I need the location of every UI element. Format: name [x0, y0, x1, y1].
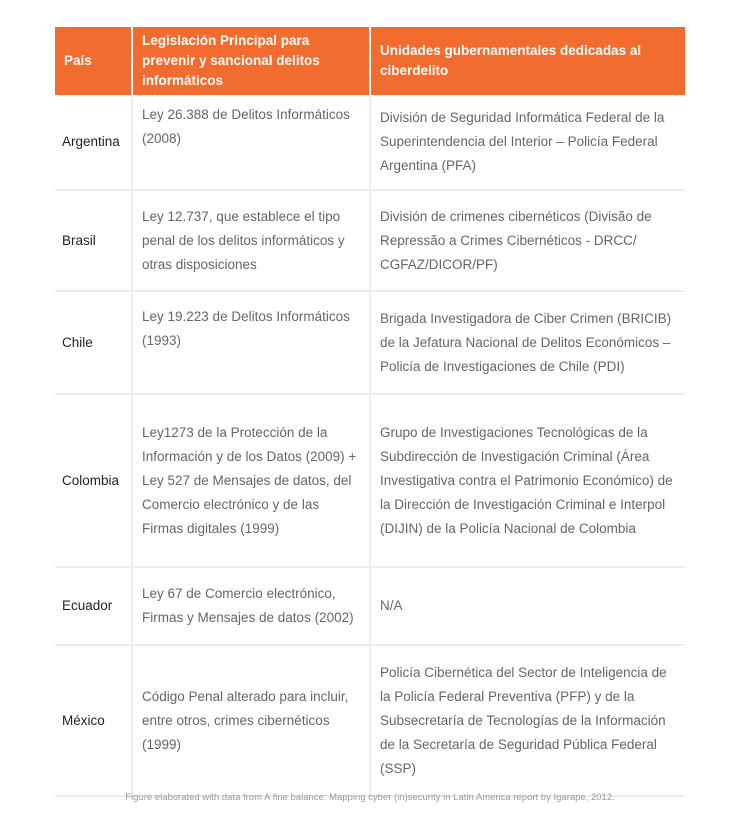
unit-cell: Grupo de Investigaciones Tecnológicas de la Subdirección de Investigación Criminal (Área Investigativa contra el Patrimonio Económico) de la Dirección de Investigación Criminal e Interpol (DIJIN) de la Policía Nacional de Colombia — [370, 394, 685, 567]
table-header — [55, 27, 685, 95]
law-cell: Ley1273 de la Protección de la Información y de los Datos (2009) + Ley 527 de Mensajes de datos, del Comercio electrónico y de las Firmas digitales (1999) — [132, 394, 370, 567]
law-cell: Código Penal alterado para incluir, entre otros, crimes cibernéticos (1999) — [132, 645, 370, 796]
table-row — [55, 291, 685, 394]
unit-cell: N/A — [370, 567, 685, 645]
legislation-table-container — [55, 27, 685, 797]
law-cell: Ley 12.737, que establece el tipo penal de los delitos informáticos y otras disposiciones — [132, 190, 370, 291]
unit-cell: División de Seguridad Informática Federal de la Superintendencia del Interior – Policía Federal Argentina (PFA) — [370, 95, 685, 190]
country-cell: Brasil — [55, 190, 132, 291]
table-row — [55, 567, 685, 645]
law-cell: Ley 67 de Comercio electrónico, Firmas y Mensajes de datos (2002) — [132, 567, 370, 645]
table-row — [55, 394, 685, 567]
law-cell: Ley 26.388 de Delitos Informáticos (2008) — [132, 95, 370, 190]
unit-cell: División de crimenes cibernéticos (Divisão de Repressão a Crimes Cibernéticos - DRCC/ CGFAZ/DICOR/PF) — [370, 190, 685, 291]
figure-caption: Figure elaborated with data from A fine balance: Mapping cyber (in)security in Latin America report by Igarape, 2012. — [125, 792, 615, 803]
table-row — [55, 645, 685, 796]
country-cell: Colombia — [55, 394, 132, 567]
unit-cell: Policía Cibernética del Sector de Inteligencia de la Policía Federal Preventiva (PFP) y de la Subsecretaría de Tecnologías de la Información de la Secretaría de Seguridad Pública Federal (SSP) — [370, 645, 685, 796]
header-units: Unidades gubernamentales dedicadas al ciberdelito — [370, 27, 685, 95]
country-cell: Ecuador — [55, 567, 132, 645]
header-row — [55, 27, 685, 95]
header-country: País — [55, 27, 132, 95]
country-cell: Argentina — [55, 95, 132, 190]
header-legislation: Legislación Principal para prevenir y sancional delitos informáticos — [132, 27, 370, 95]
table-row — [55, 95, 685, 190]
country-cell: México — [55, 645, 132, 796]
legislation-table — [55, 27, 685, 797]
table-row — [55, 190, 685, 291]
unit-cell: Brigada Investigadora de Ciber Crimen (BRICIB) de la Jefatura Nacional de Delitos Económicos – Policía de Investigaciones de Chile (PDI) — [370, 291, 685, 394]
law-cell: Ley 19.223 de Delitos Informáticos (1993) — [132, 291, 370, 394]
table-body — [55, 95, 685, 796]
country-cell: Chile — [55, 291, 132, 394]
